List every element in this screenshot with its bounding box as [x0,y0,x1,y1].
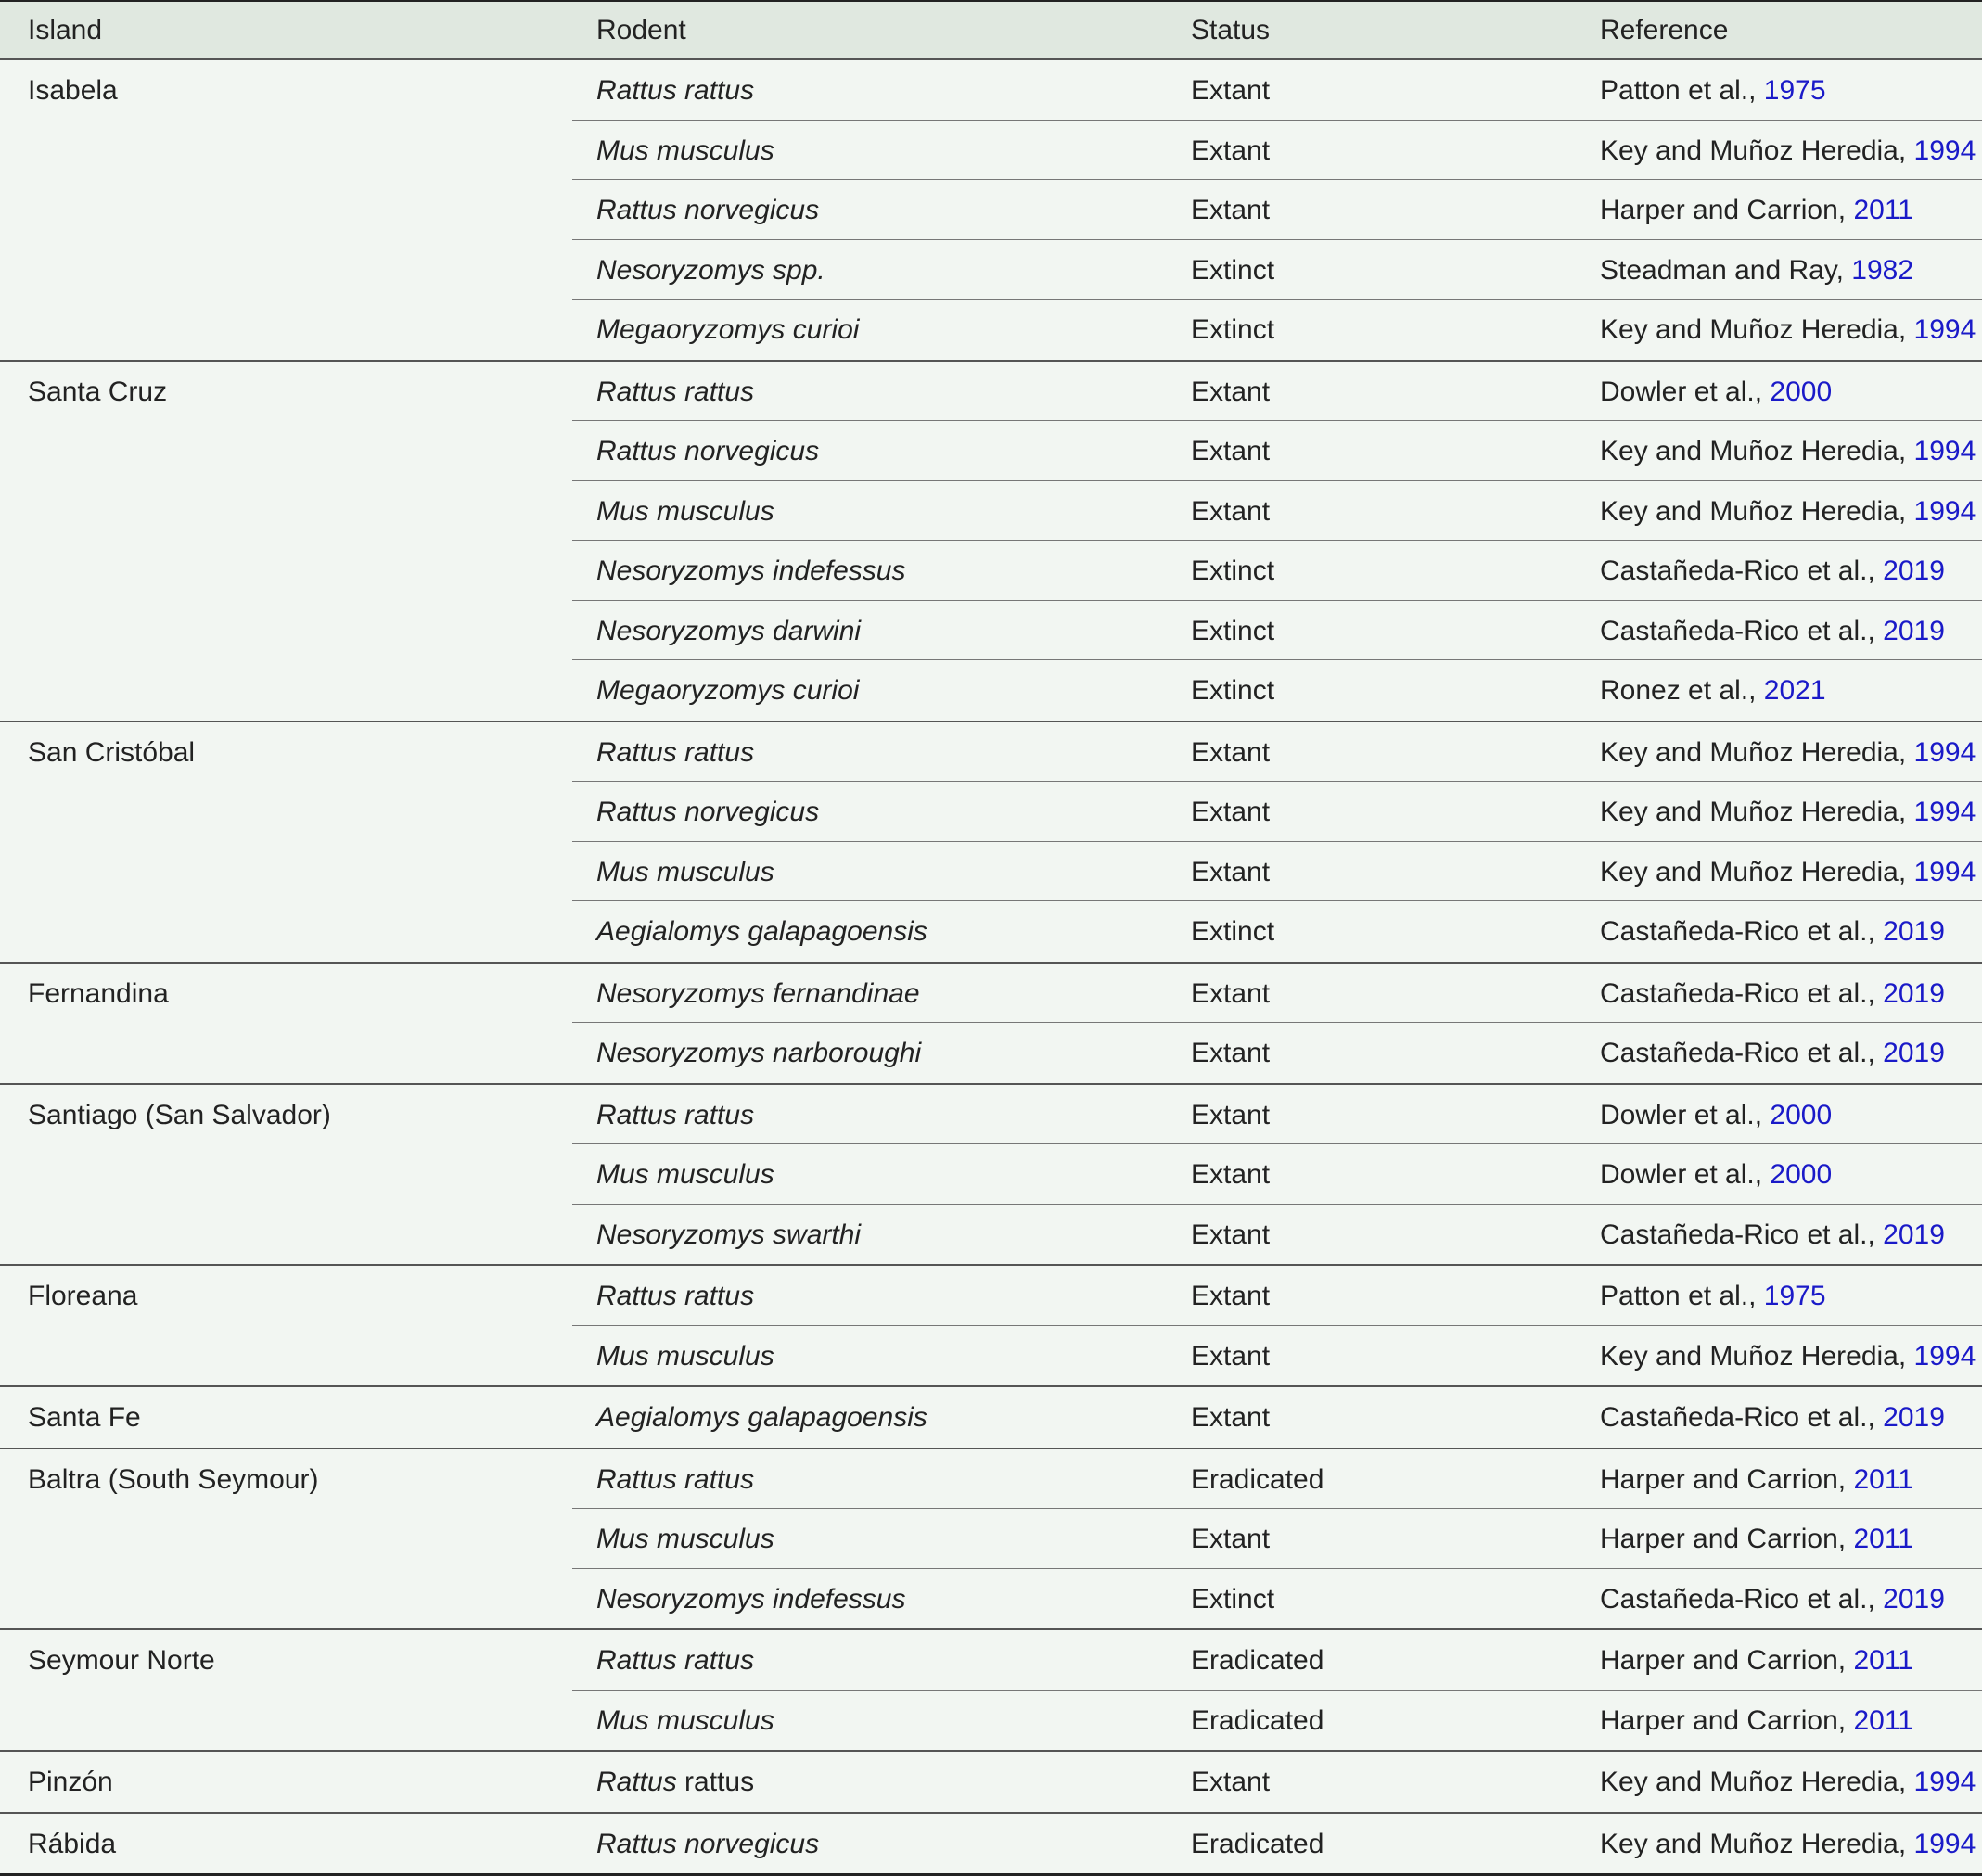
rodent-name: Rattus norvegicus [596,436,819,466]
header-status: Status [1191,15,1270,46]
status-cell: Extant [1191,135,1270,167]
rodent-name: Mus musculus [596,496,774,527]
island-group [0,1387,1982,1449]
status-cell: Extant [1191,797,1270,828]
rodent-cell [596,857,774,888]
rodent-cell [596,1767,754,1798]
rodent-cell [596,616,861,647]
reference-year-link[interactable]: 1994 [1914,737,1976,768]
reference-authors: Key and Muñoz Heredia, [1600,737,1914,768]
table-row [572,964,1982,1024]
table-row [572,240,1982,300]
rodent-name: Megaoryzomys curioi [596,314,859,345]
reference-year-link[interactable]: 1994 [1914,797,1976,827]
status-cell: Eradicated [1191,1464,1323,1496]
rodent-cell [596,75,754,107]
rodent-name: Rattus norvegicus [596,195,819,225]
rodent-cell [596,1645,754,1677]
reference-cell [1600,555,1945,587]
reference-year-link[interactable]: 1994 [1914,436,1976,466]
rodent-cell [596,1159,774,1191]
reference-year-link[interactable]: 2019 [1883,1584,1945,1614]
reference-cell [1600,1767,1976,1798]
rodent-name: Rattus rattus [596,1645,754,1676]
rodent-cell [596,376,754,408]
table-row [572,121,1982,181]
reference-authors: Castañeda-Rico et al., [1600,1219,1883,1250]
table-row [572,1085,1982,1145]
table-row [572,901,1982,962]
reference-year-link[interactable]: 1994 [1914,314,1976,345]
rodent-name: Rattus norvegicus [596,1829,819,1859]
table-row [572,1509,1982,1569]
reference-cell [1600,135,1976,167]
reference-year-link[interactable]: 2019 [1883,1402,1945,1433]
reference-cell [1600,675,1826,707]
status-cell: Extinct [1191,555,1274,587]
table-header [0,2,1982,60]
rodent-name: Nesoryzomys swarthi [596,1219,861,1250]
reference-authors: Harper and Carrion, [1600,1705,1853,1736]
table-row [572,300,1982,360]
reference-authors: Castañeda-Rico et al., [1600,616,1883,646]
rodent-cell [596,436,819,467]
status-cell: Extant [1191,1219,1270,1251]
island-name: Seymour Norte [28,1645,215,1677]
reference-authors: Dowler et al., [1600,376,1770,407]
reference-year-link[interactable]: 2019 [1883,555,1945,586]
status-cell: Extant [1191,1524,1270,1555]
reference-year-link[interactable]: 1994 [1914,496,1976,527]
table-row [572,1691,1982,1751]
table-row [572,842,1982,902]
reference-authors: Key and Muñoz Heredia, [1600,1829,1914,1859]
reference-authors: Dowler et al., [1600,1100,1770,1130]
reference-year-link[interactable]: 2019 [1883,978,1945,1009]
rodent-name: Rattus [596,1767,677,1797]
reference-authors: Key and Muñoz Heredia, [1600,496,1914,527]
rodent-name: Mus musculus [596,135,774,166]
rodent-cell [596,1402,927,1434]
rodent-name: Aegialomys galapagoensis [596,916,927,947]
rodent-name: Mus musculus [596,1705,774,1736]
reference-cell [1600,1645,1913,1677]
table-body [0,60,1982,1876]
reference-cell [1600,1464,1913,1496]
status-cell: Extinct [1191,675,1274,707]
island-name: Isabela [28,75,118,107]
rodent-cell [596,978,920,1010]
reference-cell [1600,496,1976,528]
table-row [572,421,1982,481]
island-name: Fernandina [28,978,169,1010]
rodent-cell [596,255,825,287]
reference-year-link[interactable]: 2011 [1853,1705,1913,1736]
reference-cell [1600,376,1832,408]
rodent-name: Mus musculus [596,857,774,887]
status-cell: Extant [1191,1281,1270,1312]
table-row [572,1205,1982,1265]
reference-authors: Key and Muñoz Heredia, [1600,436,1914,466]
rodent-cell [596,797,819,828]
status-cell: Extant [1191,737,1270,769]
table-row [572,1266,1982,1326]
status-cell: Extinct [1191,1584,1274,1615]
table-row [572,1449,1982,1510]
rodent-name: Rattus rattus [596,75,754,106]
island-name: San Cristóbal [28,737,195,769]
table-row [572,601,1982,661]
reference-authors: Key and Muñoz Heredia, [1600,135,1914,166]
reference-cell [1600,1341,1976,1372]
rodent-name: Nesoryzomys indefessus [596,1584,905,1614]
island-name: Santiago (San Salvador) [28,1100,331,1131]
reference-authors: Harper and Carrion, [1600,1645,1853,1676]
island-group [0,60,1982,362]
rodent-cell [596,1524,774,1555]
rodent-cell [596,916,927,948]
reference-year-link[interactable]: 2000 [1770,1100,1832,1130]
island-group [0,1752,1982,1814]
reference-year-link[interactable]: 1994 [1914,1767,1976,1797]
reference-cell [1600,737,1976,769]
reference-cell [1600,75,1826,107]
status-cell: Extant [1191,376,1270,408]
rodent-cell [596,496,774,528]
rodent-cell [596,1219,861,1251]
island-group [0,722,1982,964]
table-row [572,782,1982,842]
rodent-cell [596,1038,921,1069]
rodent-name: Aegialomys galapagoensis [596,1402,927,1433]
reference-authors: Castañeda-Rico et al., [1600,1038,1883,1068]
status-cell: Extant [1191,1159,1270,1191]
reference-authors: Castañeda-Rico et al., [1600,555,1883,586]
table-row [572,1144,1982,1205]
rodent-cell [596,737,754,769]
island-name: Floreana [28,1281,137,1312]
status-cell: Extant [1191,75,1270,107]
reference-authors: Key and Muñoz Heredia, [1600,797,1914,827]
reference-year-link[interactable]: 1994 [1914,1829,1976,1859]
reference-cell [1600,314,1976,346]
reference-authors: Ronez et al., [1600,675,1764,706]
status-cell: Eradicated [1191,1829,1323,1860]
table-row [572,1752,1982,1812]
status-cell: Extant [1191,1341,1270,1372]
reference-authors: Patton et al., [1600,75,1764,106]
reference-year-link[interactable]: 1994 [1914,1341,1976,1372]
reference-authors: Castañeda-Rico et al., [1600,978,1883,1009]
reference-cell [1600,1038,1945,1069]
reference-year-link[interactable]: 2011 [1853,1645,1913,1676]
reference-cell [1600,436,1976,467]
rodent-cell [596,314,859,346]
reference-authors: Patton et al., [1600,1281,1764,1311]
rodent-name: Nesoryzomys narboroughi [596,1038,921,1068]
table-row [572,362,1982,422]
table-row [572,1023,1982,1083]
island-group [0,964,1982,1085]
reference-cell [1600,1705,1913,1737]
reference-year-link[interactable]: 2019 [1883,916,1945,947]
table-row [572,1569,1982,1629]
reference-authors: Dowler et al., [1600,1159,1770,1190]
island-group [0,362,1982,722]
reference-authors: Key and Muñoz Heredia, [1600,1767,1914,1797]
rodent-name: Nesoryzomys indefessus [596,555,905,586]
reference-year-link[interactable]: 2019 [1883,1219,1945,1250]
reference-cell [1600,916,1945,948]
table-row [572,541,1982,601]
status-cell: Extant [1191,1767,1270,1798]
reference-year-link[interactable]: 1994 [1914,135,1976,166]
reference-authors: Key and Muñoz Heredia, [1600,1341,1914,1372]
reference-cell [1600,1281,1826,1312]
reference-year-link[interactable]: 1975 [1764,1281,1826,1311]
reference-year-link[interactable]: 2019 [1883,616,1945,646]
reference-year-link[interactable]: 1982 [1851,255,1913,286]
table-row [572,1326,1982,1386]
rodent-name-plain: rattus [677,1767,754,1797]
reference-authors: Harper and Carrion, [1600,195,1853,225]
rodent-name: Rattus rattus [596,737,754,768]
rodent-name: Nesoryzomys spp. [596,255,825,286]
rodent-cell [596,135,774,167]
rodent-cell [596,1705,774,1737]
rodent-cell [596,1584,905,1615]
status-cell: Extinct [1191,616,1274,647]
rodent-name: Mus musculus [596,1159,774,1190]
rodent-cell [596,195,819,226]
rodent-name: Rattus rattus [596,1281,754,1311]
rodent-cell [596,675,859,707]
table-row [572,481,1982,542]
reference-cell [1600,195,1913,226]
table-row [572,1630,1982,1691]
rodent-name: Mus musculus [596,1524,774,1554]
rodent-cell [596,1464,754,1496]
rodent-cell [596,1341,774,1372]
island-group [0,1814,1982,1876]
rodent-name: Rattus rattus [596,376,754,407]
reference-year-link[interactable]: 2011 [1853,1464,1913,1495]
status-cell: Eradicated [1191,1705,1323,1737]
rodent-name: Nesoryzomys darwini [596,616,861,646]
status-cell: Extinct [1191,916,1274,948]
reference-cell [1600,1159,1832,1191]
table-row [572,660,1982,721]
reference-cell [1600,1219,1945,1251]
island-name: Santa Fe [28,1402,141,1434]
header-reference: Reference [1600,15,1728,46]
island-name: Baltra (South Seymour) [28,1464,318,1496]
rodent-name: Mus musculus [596,1341,774,1372]
reference-authors: Castañeda-Rico et al., [1600,1402,1883,1433]
table-row [572,1387,1982,1448]
reference-cell [1600,1829,1976,1860]
reference-cell [1600,1402,1945,1434]
status-cell: Extant [1191,1038,1270,1069]
island-name: Pinzón [28,1767,113,1798]
island-name: Rábida [28,1829,116,1860]
table-row [572,722,1982,783]
status-cell: Extant [1191,1100,1270,1131]
status-cell: Extant [1191,978,1270,1010]
reference-cell [1600,1524,1913,1555]
status-cell: Eradicated [1191,1645,1323,1677]
status-cell: Extant [1191,1402,1270,1434]
rodent-name: Megaoryzomys curioi [596,675,859,706]
island-group [0,1085,1982,1267]
rodent-cell [596,1281,754,1312]
header-rodent: Rodent [596,15,686,46]
reference-year-link[interactable]: 2000 [1770,376,1832,407]
reference-cell [1600,255,1913,287]
reference-cell [1600,797,1976,828]
table-row [572,180,1982,240]
reference-year-link[interactable]: 2011 [1853,195,1913,225]
reference-year-link[interactable]: 1975 [1764,75,1826,106]
rodent-name: Rattus rattus [596,1464,754,1495]
status-cell: Extant [1191,436,1270,467]
rodent-name: Rattus rattus [596,1100,754,1130]
status-cell: Extant [1191,195,1270,226]
reference-authors: Steadman and Ray, [1600,255,1851,286]
status-cell: Extinct [1191,255,1274,287]
reference-cell [1600,1584,1945,1615]
reference-year-link[interactable]: 2000 [1770,1159,1832,1190]
island-group [0,1630,1982,1752]
reference-cell [1600,616,1945,647]
status-cell: Extinct [1191,314,1274,346]
island-group [0,1266,1982,1387]
table-row [572,60,1982,121]
rodent-cell [596,1100,754,1131]
rodent-cell [596,1829,819,1860]
island-group [0,1449,1982,1631]
reference-authors: Harper and Carrion, [1600,1524,1853,1554]
reference-cell [1600,857,1976,888]
reference-authors: Key and Muñoz Heredia, [1600,314,1914,345]
status-cell: Extant [1191,857,1270,888]
rodent-name: Nesoryzomys fernandinae [596,978,920,1009]
reference-authors: Castañeda-Rico et al., [1600,1584,1883,1614]
reference-year-link[interactable]: 2019 [1883,1038,1945,1068]
rodent-cell [596,555,905,587]
rodent-name: Rattus norvegicus [596,797,819,827]
island-name: Santa Cruz [28,376,167,408]
reference-cell [1600,1100,1832,1131]
reference-authors: Key and Muñoz Heredia, [1600,857,1914,887]
reference-authors: Harper and Carrion, [1600,1464,1853,1495]
reference-authors: Castañeda-Rico et al., [1600,916,1883,947]
status-cell: Extant [1191,496,1270,528]
reference-year-link[interactable]: 2011 [1853,1524,1913,1554]
reference-cell [1600,978,1945,1010]
header-island: Island [28,15,102,46]
reference-year-link[interactable]: 2021 [1764,675,1826,706]
reference-year-link[interactable]: 1994 [1914,857,1976,887]
